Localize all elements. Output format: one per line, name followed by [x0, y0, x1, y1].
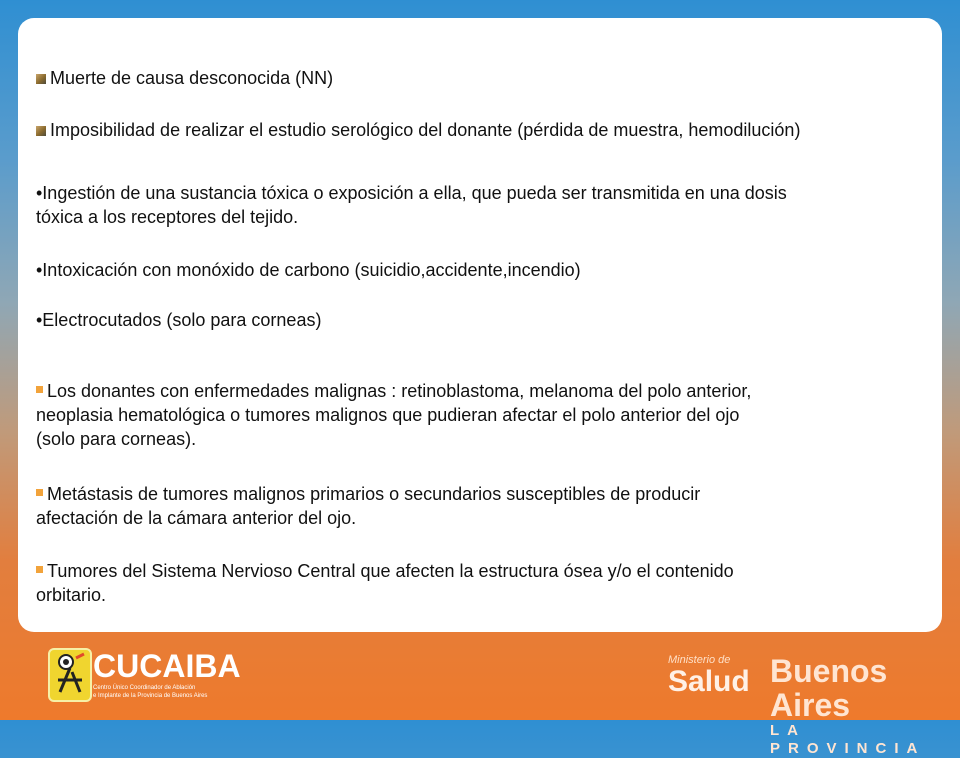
item-text: •Electrocutados (solo para corneas) — [36, 310, 322, 330]
list-item — [36, 118, 800, 142]
item-text: Muerte de causa desconocida (NN) — [50, 68, 334, 88]
list-item — [36, 559, 734, 607]
item-line: tóxica a los receptores del tejido. — [36, 207, 299, 227]
item-text: •Intoxicación con monóxido de carbono (suicidio,accidente,incendio) — [36, 260, 581, 280]
list-item — [36, 258, 581, 282]
square-bullet-icon — [36, 126, 46, 136]
orange-bullet-icon — [36, 386, 43, 393]
cucaiba-logo — [48, 648, 241, 706]
list-item — [36, 66, 333, 90]
item-line: afectación de la cámara anterior del ojo. — [36, 508, 357, 528]
cucaiba-subtitle-line: Centro Único Coordinador de Ablación — [93, 685, 196, 691]
eye-emblem-icon — [48, 648, 92, 702]
orange-bullet-icon — [36, 566, 43, 573]
la-provincia-label: LA PROVINCIA — [770, 722, 926, 757]
item-line: Tumores del Sistema Nervioso Central que afecten la estructura ósea y/o el contenido — [47, 561, 734, 581]
item-text: Imposibilidad de realizar el estudio serológico del donante (pérdida de muestra, hemodilución) — [50, 120, 801, 140]
item-line: (solo para corneas). — [36, 429, 197, 449]
cucaiba-subtitle — [93, 684, 243, 700]
list-item — [36, 379, 751, 451]
item-line: orbitario. — [36, 585, 107, 605]
item-line: Metástasis de tumores malignos primarios o secundarios susceptibles de producir — [47, 484, 701, 504]
cucaiba-subtitle-line: e Implante de la Provincia de Buenos Aires — [93, 693, 208, 699]
buenos-aires-logo — [770, 654, 960, 758]
item-line: neoplasia hematológica o tumores malignos que pudieran afectar el polo anterior del ojo — [36, 405, 740, 425]
cucaiba-title: CUCAIBA — [93, 648, 241, 684]
list-item — [36, 482, 700, 530]
orange-bullet-icon — [36, 489, 43, 496]
ministerio-salud-logo — [668, 654, 750, 698]
ministerio-label: Ministerio de — [668, 654, 731, 666]
salud-label: Salud — [668, 665, 750, 698]
item-line: Los donantes con enfermedades malignas : retinoblastoma, melanoma del polo anterior, — [47, 381, 752, 401]
buenos-aires-title: Buenos Aires — [770, 653, 888, 723]
item-line: •Ingestión de una sustancia tóxica o exposición a ella, que pueda ser transmitida en una dosis — [36, 183, 787, 203]
list-item — [36, 181, 787, 229]
square-bullet-icon — [36, 74, 46, 84]
list-item — [36, 308, 321, 332]
